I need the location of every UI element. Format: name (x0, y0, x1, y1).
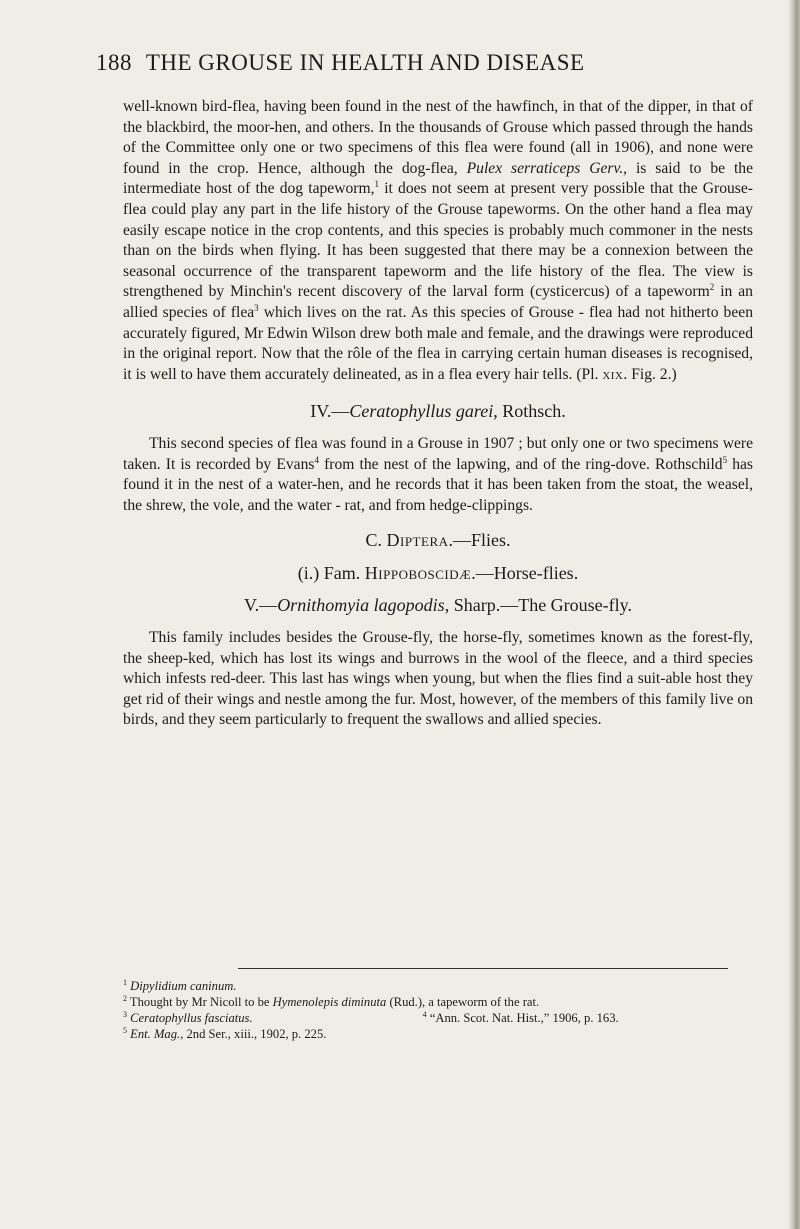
species-name: Pulex serraticeps Gerv. (466, 159, 624, 177)
species-heading: Ornithomyia lagopodis (277, 595, 445, 616)
footnote-ref-4: 4 (314, 454, 319, 465)
footnote-1: $^1$ Dipylidium caninum. (123, 977, 237, 993)
section-heading-diptera: C. Diptera.—Flies. (365, 530, 511, 551)
footnote-3-4: $^3$ Ceratophyllus fasciatus. $^4$ “Ann. Scot. Nat. Hist.,” 1906, p. 163. (123, 1009, 619, 1025)
section-heading-iv: IV.—Ceratophyllus garei, Rothsch. (310, 401, 566, 422)
running-head (96, 50, 746, 76)
species-heading: Ceratophyllus garei (349, 401, 494, 422)
footnote-ref-3: 3 (254, 302, 259, 313)
footnote-ref-2: 2 (709, 282, 715, 293)
footnote-5: $^5$ Ent. Mag., 2nd Ser., xiii., 1902, p. 225. (123, 1025, 327, 1041)
footnote-ref-5: 5 (722, 454, 728, 465)
page-number: 188 (96, 50, 132, 75)
page-edge-shadow (788, 0, 800, 1229)
footnote-rule (238, 968, 728, 969)
paragraph-grouse-fly: This family includes besides the Grouse-fly, the horse-fly, sometimes known as the forest-fly, the sheep-ked, which has lost its wings and burrows in the wool of the fleece, and a third species which infests red-deer. This last has wings when young, but when the flies find a suit-able host they get rid of their wings and nestle among the fur. Most, however, of the members of this family live on birds, and they seem particularly to frequent the swallows and allied species. (123, 629, 753, 729)
paragraph-flea-continuation: well-known bird-flea, having been found in the nest of the hawfinch, in that of the dipper, in that of the blackbird, the moor-hen, and others. In the thousands of Grouse which passed through the hands of the Committee only one or two specimens of this flea were found (all in 1906), and none were found in the crop. Hence, although the dog-flea, Pulex serraticeps Gerv., is said to be the intermediate host of the dog tapeworm,$^1$ it does not seem at present very possible that the Grouse-flea could play any part in the life history of the Grouse tapeworms. On the other hand a flea may easily escape notice in the crop contents, and this species is probably much commoner in the nests than on the birds when flying. It has been suggested that there may be a connexion between the seasonal occurrence of the transparent tapeworm and the life history of the flea. The view is strengthened by Minchin's recent discovery of the larval form (cysticercus) of a tapeworm$^2$ in an allied species of flea$^3$ which lives on the rat. As this species of Grouse - flea had not hitherto been accurately figured, Mr Edwin Wilson drew both male and female, and the drawings were reproduced in the original report. Now that the rôle of the flea in carrying certain human diseases is recognised, it is well to have them accurately delineated, as in a flea every hair tells. (Pl. xix. Fig. 2.) (123, 98, 754, 383)
paragraph-ceratophyllus: This second species of flea was found in a Grouse in 1907 ; but only one or two specimens were taken. It is recorded by Evans$^4$ from the nest of the lapwing, and of the ring-dove. Rothschild$^5$ has found it in the nest of a water-hen, and he records that it has been taken from the stoat, the weasel, the shrew, the vole, and the water - rat, and from hedge-clippings. (123, 434, 754, 514)
running-title: THE GROUSE IN HEALTH AND DISEASE (145, 50, 585, 75)
plate-number: xix (602, 365, 624, 383)
section-heading-family: (i.) Fam. Hippoboscidæ.—Horse-flies. (297, 562, 579, 583)
footnote-2: $^2$ Thought by Mr Nicoll to be Hymenolepis diminuta (Rud.), a tapeworm of the rat. (123, 993, 540, 1009)
section-heading-v: V.—Ornithomyia lagopodis, Sharp.—The Grouse-fly. (244, 595, 632, 616)
footnote-ref-1: 1 (374, 179, 380, 190)
footnotes (123, 978, 753, 1042)
body-text (123, 97, 753, 731)
